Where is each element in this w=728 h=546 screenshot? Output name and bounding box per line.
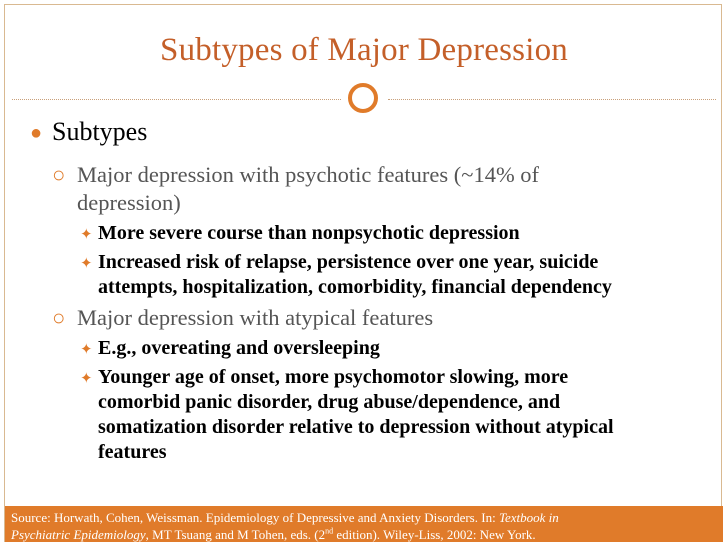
four-point-star-icon: ✦	[80, 225, 93, 243]
four-point-star-icon: ✦	[80, 369, 93, 387]
source-footer	[5, 506, 723, 542]
four-point-star-icon: ✦	[80, 254, 93, 272]
subitem-relapse-line1: Increased risk of relapse, persistence over one year, suicide	[98, 251, 599, 273]
ring-icon	[348, 83, 378, 113]
source-line1: Source: Horwath, Cohen, Weissman. Epidemiology of Depressive and Anxiety Disorders. In: Textbook in	[11, 510, 559, 525]
item-psychotic-line1: Major depression with psychotic features (~14% of	[77, 162, 540, 187]
item-atypical: Major depression with atypical features	[77, 305, 434, 330]
subitem-younger-line4: features	[98, 441, 167, 463]
title-divider-right	[388, 99, 716, 100]
subitem-younger-line2: comorbid panic disorder, drug abuse/dependence, and	[98, 391, 561, 413]
four-point-star-icon: ✦	[80, 340, 93, 358]
slide-title: Subtypes of Major Depression	[160, 32, 568, 68]
hollow-circle-icon: ○	[52, 162, 66, 187]
bullet-subtypes: Subtypes	[52, 117, 148, 146]
subitem-younger-line3: somatization disorder relative to depression without atypical	[98, 416, 614, 438]
item-psychotic-line2: depression)	[77, 190, 181, 215]
filled-circle-icon: ●	[30, 122, 43, 144]
subitem-younger-line1: Younger age of onset, more psychomotor slowing, more	[98, 366, 569, 388]
source-line2: Psychiatric Epidemiology, MT Tsuang and M Tohen, eds. (2nd edition). Wiley-Liss, 2002: New York.	[11, 526, 536, 542]
subitem-overeating: E.g., overeating and oversleeping	[98, 337, 380, 359]
title-divider-left	[12, 99, 341, 100]
subitem-severe-course: More severe course than nonpsychotic depression	[98, 222, 520, 244]
subitem-relapse-line2: attempts, hospitalization, comorbidity, financial dependency	[98, 276, 612, 298]
hollow-circle-icon: ○	[52, 305, 66, 330]
